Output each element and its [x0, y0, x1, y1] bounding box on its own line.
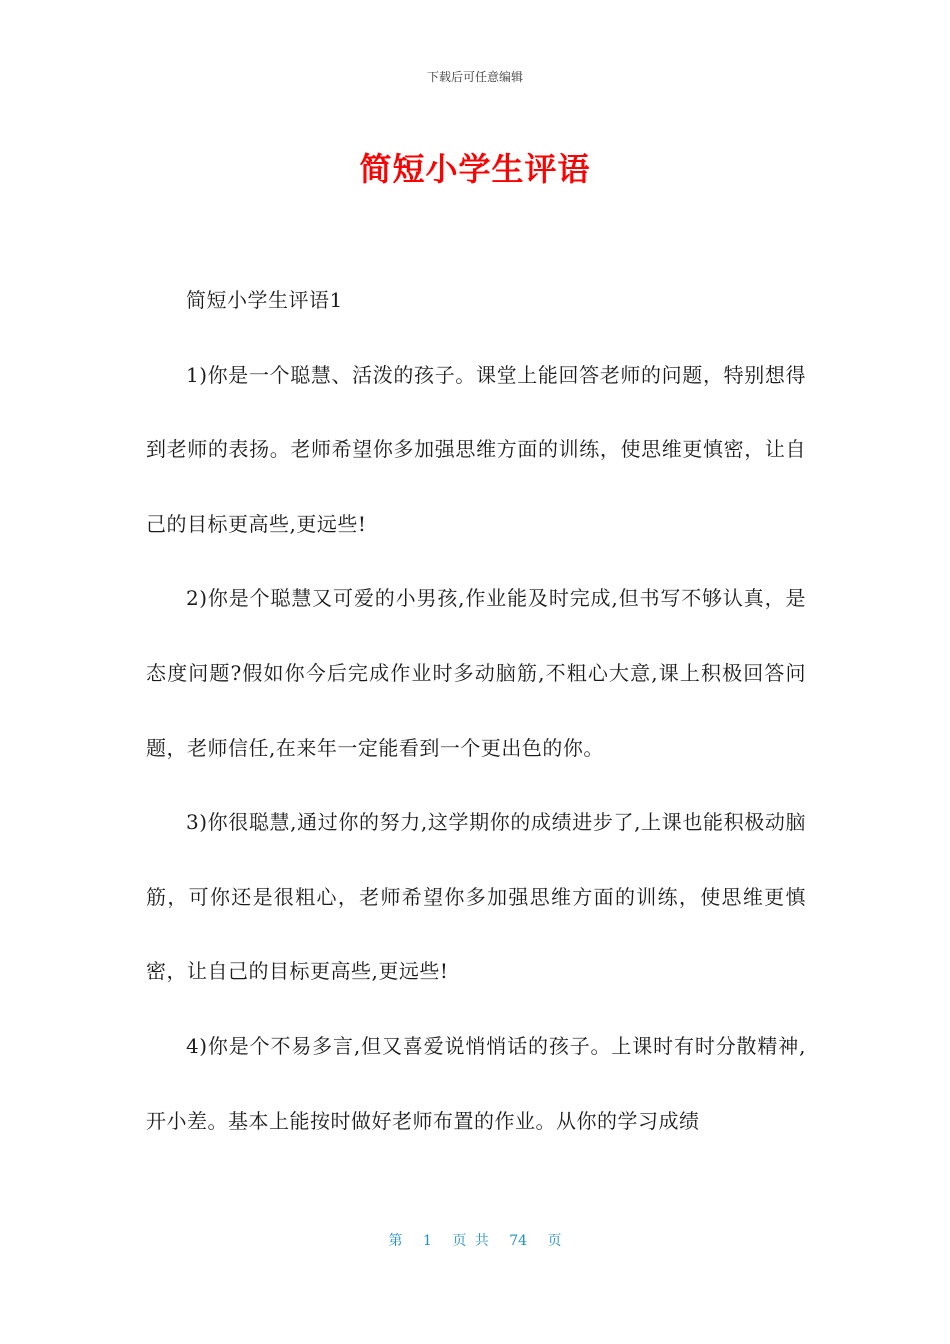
page-footer [0, 1230, 950, 1250]
footer-page-number: 1 [422, 1233, 432, 1249]
footer-page-total: 74 [509, 1233, 528, 1249]
document-title: 简短小学生评语 [359, 150, 591, 188]
document-body [146, 263, 806, 1158]
paragraph-4: 4)你是个不易多言,但又喜爱说悄悄话的孩子。上课时有时分散精神,开小差。基本上能按时做好老师布置的作业。从你的学习成绩 [146, 1033, 806, 1133]
paragraph-3: 3)你很聪慧,通过你的努力,这学期你的成绩进步了,上课也能积极动脑筋，可你还是很粗心，老师希望你多加强思维方面的训练，使思维更慎密，让自己的目标更高些,更远些! [146, 810, 806, 984]
footer-suffix: 页 [547, 1233, 562, 1249]
paragraph-2: 2)你是个聪慧又可爱的小男孩,作业能及时完成,但书写不够认真，是态度问题?假如你今后完成作业时多动脑筋,不粗心大意,课上积极回答问题，老师信任,在来年一定能看到一个更出色的你。 [146, 586, 806, 760]
footer-middle: 页 共 [452, 1233, 489, 1249]
section-subtitle: 简短小学生评语1 [186, 288, 343, 312]
footer-prefix: 第 [388, 1233, 403, 1249]
header-note: 下载后可任意编辑 [426, 70, 523, 84]
paragraph-1: 1)你是一个聪慧、活泼的孩子。课堂上能回答老师的问题，特别想得到老师的表扬。老师希望你多加强思维方面的训练，使思维更慎密，让自己的目标更高些,更远些! [146, 362, 806, 536]
